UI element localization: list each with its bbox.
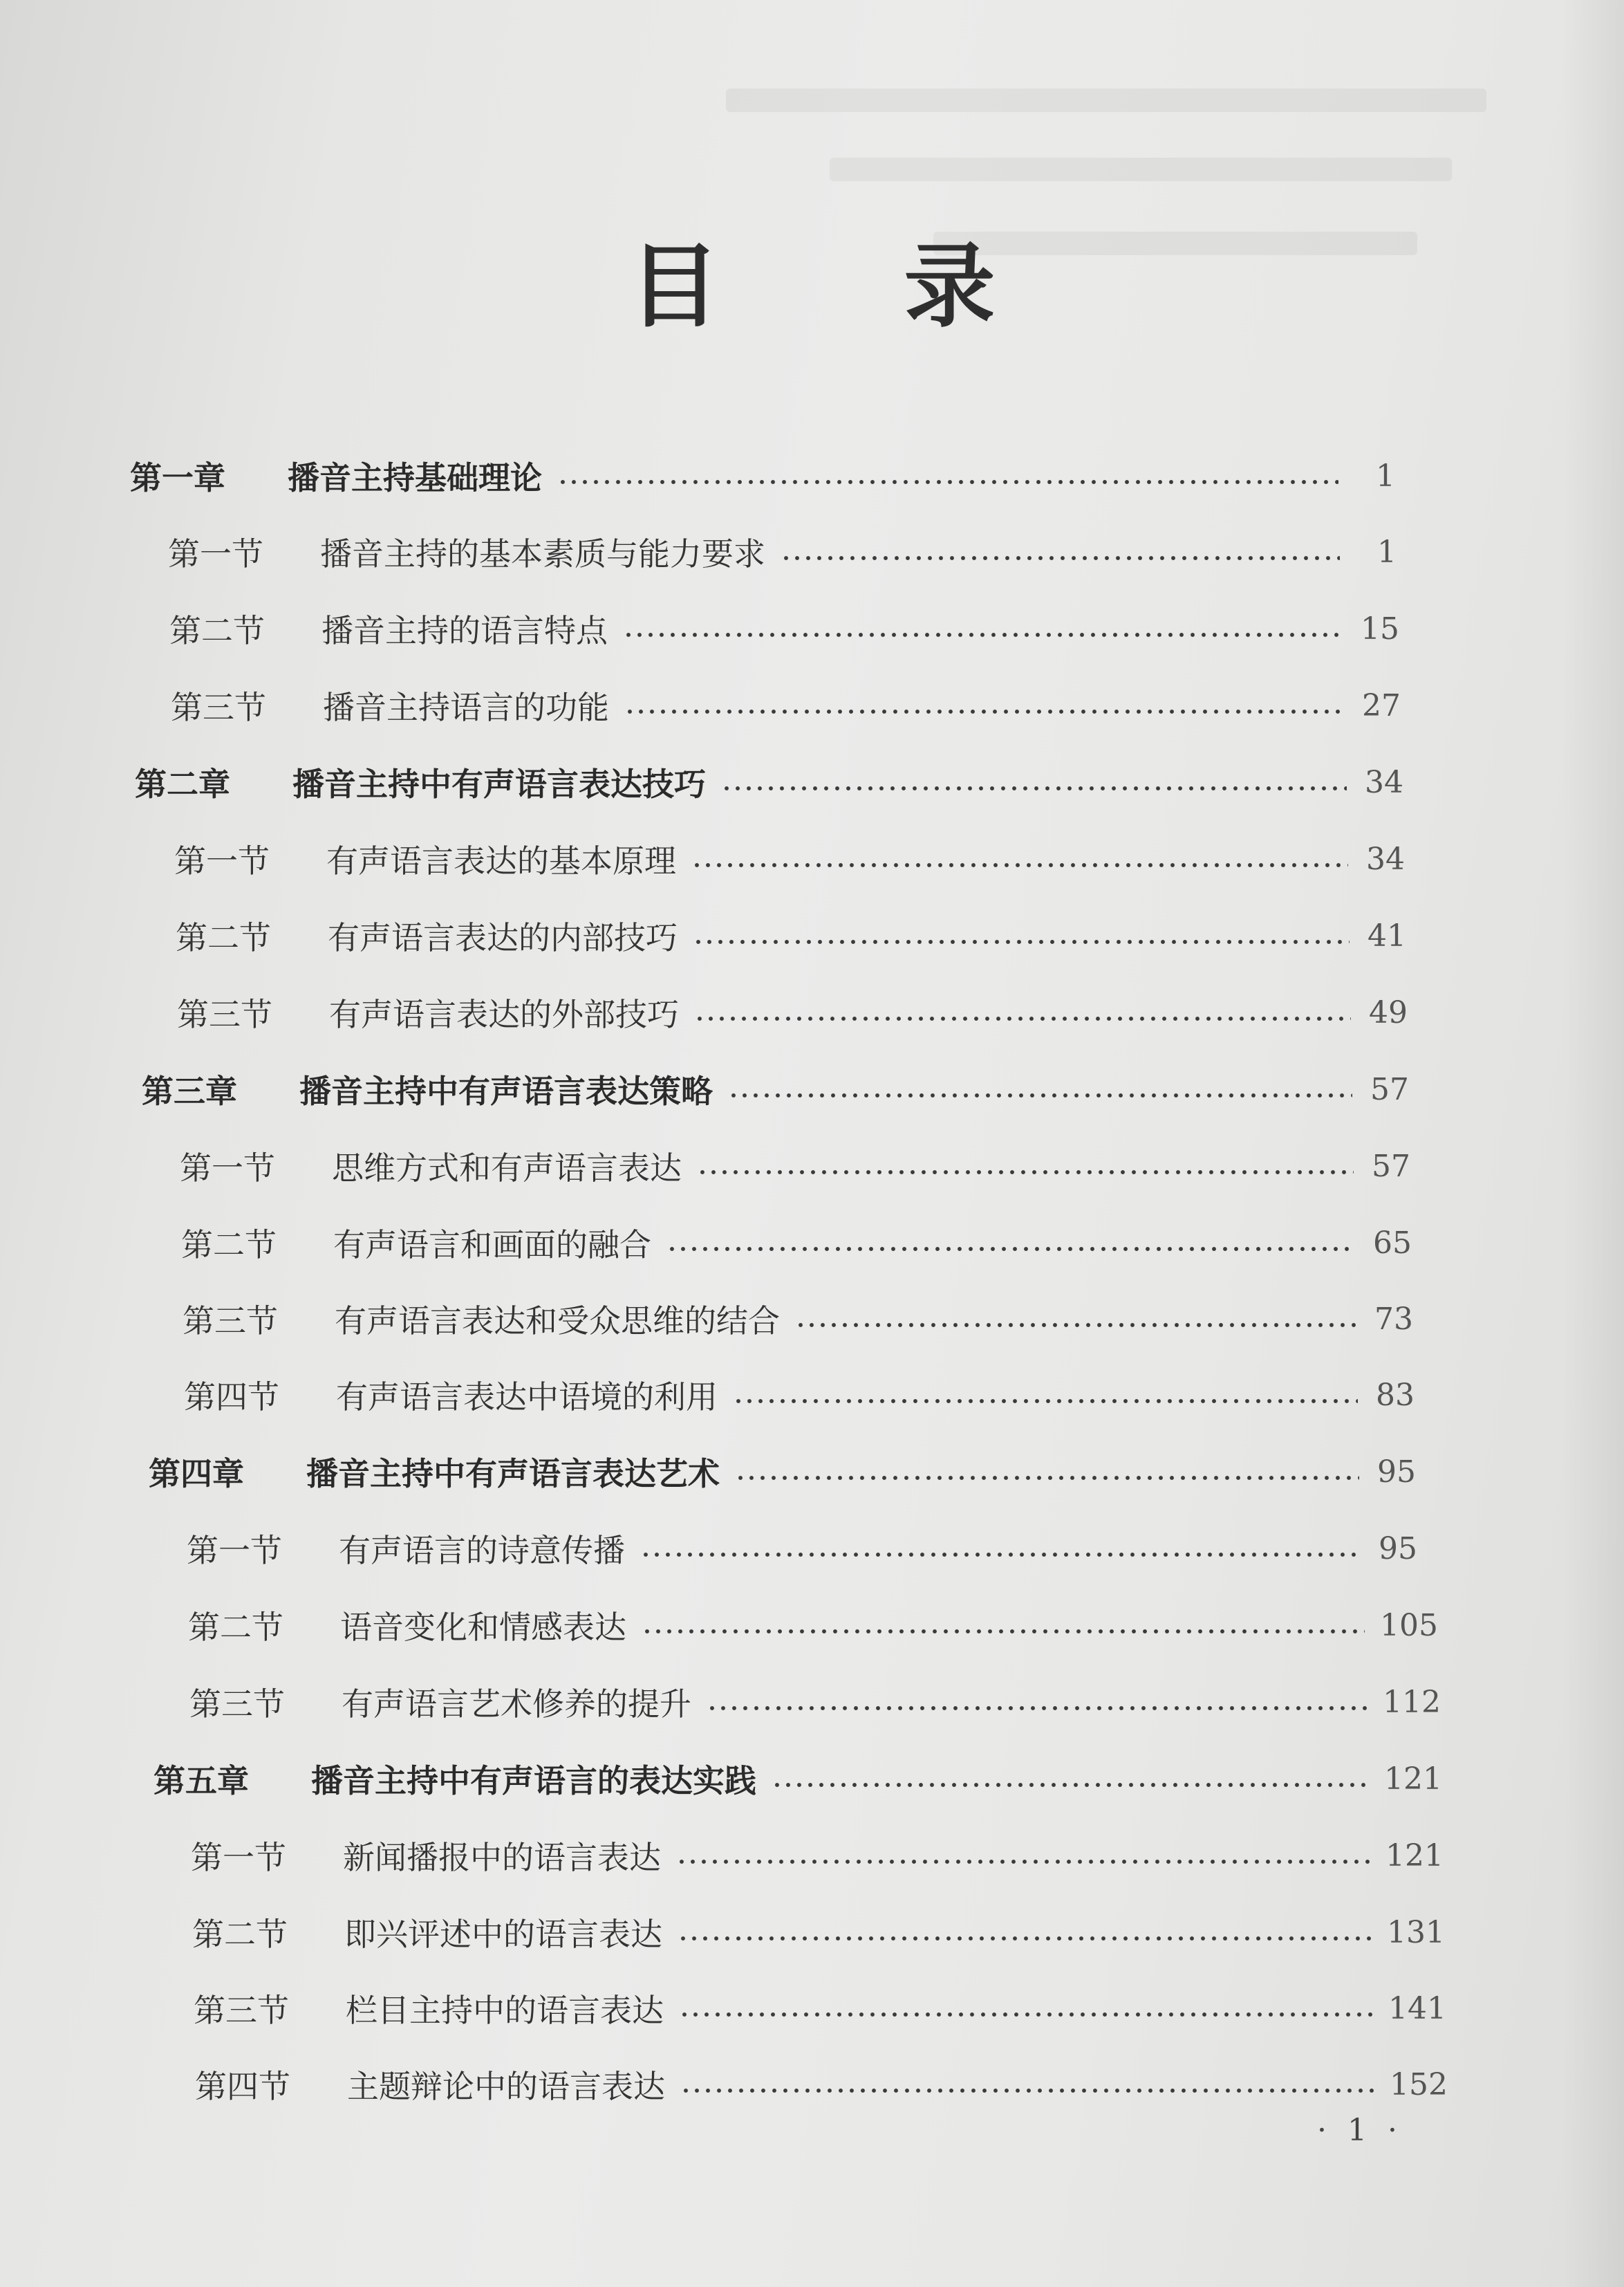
section-label: 第三节 [189, 1685, 285, 1723]
page-number: 49 [1369, 994, 1408, 1030]
dot-leader [795, 1322, 1356, 1328]
dot-leader [666, 1246, 1355, 1252]
chapter-label: 第五章 [153, 1762, 249, 1799]
toc-section-entry[interactable] [195, 2057, 1448, 2112]
section-title: 即兴评述中的语言表达 [344, 1916, 662, 1953]
section-title: 有声语言表达的外部技巧 [329, 996, 679, 1033]
section-title: 有声语言艺术修养的提升 [342, 1685, 691, 1723]
section-title: 语音变化和情感表达 [340, 1609, 626, 1646]
dot-leader [694, 1016, 1351, 1021]
page-number: 34 [1366, 841, 1405, 877]
dot-leader [678, 1936, 1372, 1941]
page-number: 34 [1365, 764, 1403, 800]
toc-section-entry[interactable] [169, 601, 1399, 656]
section-title: 播音主持的语言特点 [321, 612, 608, 649]
chapter-label: 第四章 [149, 1455, 244, 1492]
page-folio: · 1 · [1317, 2113, 1403, 2148]
page-number: 27 [1362, 687, 1401, 723]
page-number: 57 [1372, 1148, 1410, 1184]
section-title: 栏目主持中的语言表达 [346, 1992, 664, 2029]
chapter-title: 播音主持中有声语言的表达实践 [311, 1762, 756, 1799]
page-number: 83 [1376, 1377, 1415, 1413]
page-number: 15 [1361, 611, 1399, 647]
section-label: 第三节 [171, 689, 266, 726]
dot-leader [772, 1782, 1369, 1788]
chapter-title: 播音主持中有声语言表达艺术 [306, 1455, 720, 1492]
page-number: 152 [1390, 2066, 1448, 2102]
chapter-title: 播音主持中有声语言表达策略 [299, 1073, 713, 1110]
page-edge-shadow [1562, 0, 1624, 2287]
section-label: 第四节 [184, 1378, 279, 1416]
toc-section-entry[interactable] [191, 1828, 1444, 1883]
dot-leader [624, 709, 1344, 714]
section-label: 第三节 [177, 996, 272, 1033]
section-title: 思维方式和有声语言表达 [332, 1149, 682, 1187]
dot-leader [680, 2088, 1374, 2093]
toc-section-entry[interactable] [189, 1674, 1441, 1730]
toc-section-entry[interactable] [174, 831, 1405, 887]
section-label: 第一节 [174, 842, 270, 880]
page-number: 95 [1379, 1530, 1417, 1566]
section-label: 第二节 [169, 612, 265, 649]
toc-section-entry[interactable] [192, 1905, 1445, 1960]
page-number: 121 [1384, 1761, 1442, 1797]
page-number: 1 [1376, 458, 1395, 494]
dot-leader [781, 555, 1340, 561]
section-label: 第二节 [181, 1226, 277, 1263]
page-number: 73 [1374, 1301, 1413, 1337]
toc-section-entry[interactable] [184, 1367, 1415, 1423]
page-number: 105 [1380, 1607, 1438, 1643]
section-label: 第一节 [191, 1839, 286, 1876]
dot-leader [623, 632, 1343, 638]
section-title: 有声语言表达的基本原理 [326, 842, 676, 880]
section-label: 第一节 [168, 535, 263, 573]
page-number: 65 [1373, 1225, 1412, 1261]
toc-section-entry[interactable] [181, 1215, 1412, 1270]
section-title: 播音主持语言的功能 [323, 689, 609, 726]
dot-leader [679, 2012, 1373, 2017]
toc-section-entry[interactable] [168, 524, 1397, 580]
chapter-label: 第二章 [135, 766, 230, 803]
section-title: 有声语言和画面的融合 [333, 1226, 651, 1263]
page-number: 141 [1388, 1990, 1446, 2026]
section-title: 有声语言表达和受众思维的结合 [335, 1302, 780, 1340]
dot-leader [697, 1169, 1354, 1175]
dot-leader [642, 1629, 1365, 1634]
toc-chapter-entry[interactable] [149, 1444, 1416, 1499]
dot-leader [640, 1552, 1361, 1557]
section-title: 主题辩论中的语言表达 [347, 2068, 665, 2105]
section-label: 第三节 [194, 1992, 289, 2029]
dot-leader [733, 1398, 1358, 1404]
toc-chapter-entry[interactable] [153, 1751, 1442, 1806]
page-number: 95 [1377, 1454, 1416, 1490]
dot-leader [676, 1859, 1370, 1864]
chapter-title: 播音主持基础理论 [288, 459, 542, 497]
toc-chapter-entry[interactable] [130, 448, 1395, 503]
toc-section-entry[interactable] [183, 1291, 1413, 1346]
toc-chapter-entry[interactable] [135, 754, 1403, 810]
page-number: 112 [1383, 1684, 1441, 1720]
toc-section-entry[interactable] [176, 908, 1406, 963]
section-label: 第四节 [195, 2068, 290, 2105]
page-number: 41 [1368, 918, 1406, 954]
show-through-line [830, 158, 1452, 181]
dot-leader [721, 786, 1347, 791]
dot-leader [728, 1093, 1352, 1098]
dot-leader [735, 1475, 1359, 1481]
toc-section-entry[interactable] [188, 1598, 1438, 1653]
page-number: 57 [1370, 1071, 1409, 1107]
toc-chapter-entry[interactable] [142, 1062, 1409, 1117]
section-label: 第二节 [188, 1609, 283, 1646]
dot-leader [693, 939, 1350, 945]
toc-section-entry[interactable] [171, 678, 1401, 733]
section-label: 第一节 [180, 1149, 275, 1187]
dot-leader [691, 862, 1348, 868]
chapter-label: 第一章 [130, 459, 225, 497]
section-title: 有声语言表达的内部技巧 [328, 919, 678, 956]
section-title: 有声语言的诗意传播 [339, 1532, 625, 1569]
dot-leader [557, 479, 1338, 485]
section-title: 有声语言表达中语境的利用 [336, 1378, 718, 1416]
section-label: 第三节 [183, 1302, 278, 1340]
dot-leader [707, 1705, 1368, 1711]
toc-section-entry[interactable] [194, 1981, 1446, 2036]
section-title: 新闻播报中的语言表达 [343, 1839, 661, 1876]
page-number: 1 [1377, 534, 1397, 570]
section-label: 第二节 [192, 1916, 288, 1953]
section-label: 第一节 [187, 1532, 282, 1569]
page-number: 121 [1385, 1837, 1444, 1873]
page-number: 131 [1387, 1914, 1445, 1950]
show-through-line [726, 89, 1486, 112]
section-title: 播音主持的基本素质与能力要求 [320, 535, 765, 573]
chapter-label: 第三章 [142, 1073, 237, 1110]
section-label: 第二节 [176, 919, 271, 956]
chapter-title: 播音主持中有声语言表达技巧 [292, 766, 706, 803]
toc-section-entry[interactable] [180, 1138, 1410, 1194]
toc-section-entry[interactable] [187, 1521, 1417, 1576]
toc-section-entry[interactable] [177, 985, 1408, 1040]
page-title: 目 录 [628, 234, 1072, 340]
